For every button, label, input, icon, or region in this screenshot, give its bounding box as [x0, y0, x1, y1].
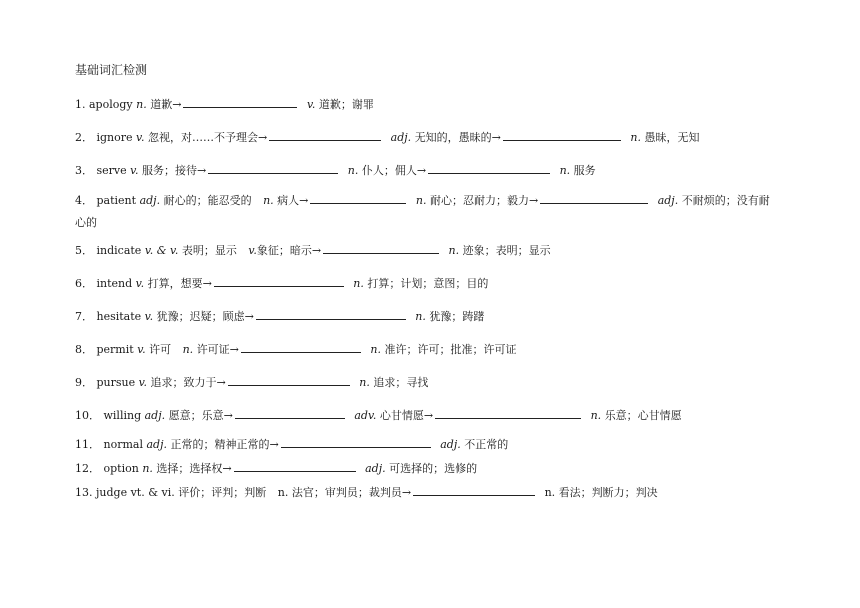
definition: 许可证→: [196, 343, 239, 356]
worksheet-title: 基础词汇检测: [75, 63, 148, 77]
headword: serve: [96, 164, 127, 177]
definition: 无知的，愚昧的→: [414, 131, 501, 144]
vocab-item-13: [75, 485, 658, 500]
item-number: 7．: [75, 310, 93, 323]
part-of-speech: adj.: [657, 194, 679, 207]
definition: 可选择的；选修的: [389, 462, 478, 475]
part-of-speech: n.: [353, 277, 364, 290]
headword: apology: [89, 98, 133, 111]
part-of-speech: n.: [263, 194, 274, 207]
definition: 道歉→: [150, 98, 182, 111]
definition: 评价；评判；判断: [178, 486, 267, 499]
definition: 病人→: [277, 194, 309, 207]
part-of-speech: v.: [306, 98, 316, 111]
answer-blank[interactable]: [256, 309, 406, 320]
definition: 选择；选择权→: [156, 462, 232, 475]
part-of-speech: n.: [544, 486, 556, 499]
headword: ignore: [96, 131, 133, 144]
part-of-speech: adv.: [354, 409, 377, 422]
part-of-speech: n.: [370, 343, 381, 356]
answer-blank[interactable]: [228, 375, 350, 386]
headword: hesitate: [96, 310, 142, 323]
part-of-speech: adj.: [144, 409, 166, 422]
definition: 追求；寻找: [373, 376, 429, 389]
part-of-speech: n.: [590, 409, 602, 422]
answer-blank[interactable]: [234, 461, 356, 472]
headword: permit: [96, 343, 134, 356]
part-of-speech: v.: [136, 131, 145, 144]
part-of-speech: v.: [130, 164, 139, 177]
answer-blank[interactable]: [235, 408, 345, 419]
definition: 打算；计划；意图；目的: [367, 277, 489, 290]
definition: 耐心；忍耐力；毅力→: [429, 194, 539, 207]
definition: 服务；接待→: [142, 164, 207, 177]
vocab-item-12: [75, 461, 477, 476]
definition: 耐心的；能忍受的: [163, 194, 252, 207]
answer-blank[interactable]: [269, 130, 381, 141]
part-of-speech: v.: [248, 244, 257, 257]
answer-blank[interactable]: [183, 97, 297, 108]
headword: intend: [96, 277, 133, 290]
headword: option: [103, 462, 139, 475]
item-number: 6．: [75, 277, 93, 290]
headword: judge: [96, 486, 128, 499]
part-of-speech: v.: [137, 343, 146, 356]
definition: 不正常的: [464, 438, 509, 451]
definition: 象征；暗示→: [256, 244, 322, 257]
item-number: 12．: [75, 462, 100, 475]
definition: 忽视，对……不予理会→: [147, 131, 268, 144]
definition: 愚昧，无知: [644, 131, 700, 144]
item-number: 2．: [75, 131, 93, 144]
item-number: 3．: [75, 164, 93, 177]
vocab-item-10: [75, 408, 682, 423]
definition: 准许；许可；批准；许可证: [384, 343, 517, 356]
part-of-speech: v.: [138, 376, 148, 389]
vocab-item-6: [75, 276, 488, 291]
part-of-speech: adj.: [139, 194, 161, 207]
answer-blank[interactable]: [214, 276, 344, 287]
part-of-speech: vt. & vi.: [130, 486, 175, 499]
vocab-item-4-continued: [75, 216, 97, 230]
definition: 追求；致力于→: [150, 376, 226, 389]
definition: 服务: [573, 164, 596, 177]
vocab-item-1: [75, 97, 374, 112]
part-of-speech: adj.: [390, 131, 412, 144]
answer-blank[interactable]: [540, 193, 648, 204]
part-of-speech: n.: [142, 462, 153, 475]
part-of-speech: v.: [144, 310, 154, 323]
definition: 乐意；心甘情愿: [604, 409, 682, 422]
part-of-speech: n.: [448, 244, 460, 257]
headword: indicate: [96, 244, 142, 257]
definition: 犹豫；踌躇: [429, 310, 485, 323]
answer-blank[interactable]: [323, 243, 439, 254]
definition: 正常的；精神正常的→: [170, 438, 279, 451]
vocab-item-11: [75, 437, 508, 452]
item-number: 13.: [75, 486, 93, 499]
headword: willing: [103, 409, 142, 422]
vocab-item-2: [75, 130, 700, 145]
vocab-item-4: [75, 193, 770, 208]
definition: 看法；判断力；判决: [558, 486, 658, 499]
part-of-speech: n.: [359, 376, 370, 389]
answer-blank[interactable]: [503, 130, 621, 141]
vocab-item-7: [75, 309, 484, 324]
part-of-speech: adj.: [440, 438, 461, 451]
part-of-speech: adj.: [365, 462, 386, 475]
item-number: 1.: [75, 98, 86, 111]
vocab-item-9: [75, 375, 428, 390]
item-number: 5．: [75, 244, 93, 257]
definition: 迹象；表明；显示: [462, 244, 551, 257]
part-of-speech: v.: [135, 277, 145, 290]
definition: 道歉；谢罪: [318, 98, 374, 111]
answer-blank[interactable]: [428, 163, 550, 174]
definition: 表明；显示: [181, 244, 237, 257]
item-number: 8．: [75, 343, 93, 356]
vocab-item-3: [75, 163, 596, 178]
headword: normal: [103, 438, 143, 451]
definition: 愿意；乐意→: [168, 409, 233, 422]
part-of-speech: v. & v.: [144, 244, 179, 257]
item-number: 10．: [75, 409, 100, 422]
definition: 心甘情愿→: [379, 409, 434, 422]
item-number: 9．: [75, 376, 93, 389]
part-of-speech: n.: [630, 131, 641, 144]
answer-blank[interactable]: [310, 193, 406, 204]
part-of-speech: n.: [415, 310, 426, 323]
part-of-speech: n.: [415, 194, 427, 207]
definition-continued: 心的: [75, 216, 97, 229]
definition: 打算，想要→: [147, 277, 212, 290]
definition: 许可: [149, 343, 172, 356]
answer-blank[interactable]: [435, 408, 581, 419]
definition: 仆人；佣人→: [361, 164, 427, 177]
answer-blank[interactable]: [241, 342, 361, 353]
vocab-item-8: [75, 342, 517, 357]
part-of-speech: n.: [559, 164, 571, 177]
definition: 不耐烦的；没有耐: [681, 194, 770, 207]
definition: 犹豫；迟疑；顾虑→: [156, 310, 254, 323]
part-of-speech: n.: [347, 164, 359, 177]
definition: 法官；审判员；裁判员→: [291, 486, 412, 499]
item-number: 11．: [75, 438, 100, 451]
part-of-speech: n.: [277, 486, 289, 499]
vocab-item-5: [75, 243, 551, 258]
part-of-speech: n.: [136, 98, 147, 111]
part-of-speech: n.: [182, 343, 194, 356]
answer-blank[interactable]: [413, 485, 535, 496]
headword: patient: [96, 194, 137, 207]
answer-blank[interactable]: [281, 437, 431, 448]
item-number: 4．: [75, 194, 93, 207]
answer-blank[interactable]: [208, 163, 338, 174]
part-of-speech: adj.: [146, 438, 167, 451]
headword: pursue: [96, 376, 136, 389]
